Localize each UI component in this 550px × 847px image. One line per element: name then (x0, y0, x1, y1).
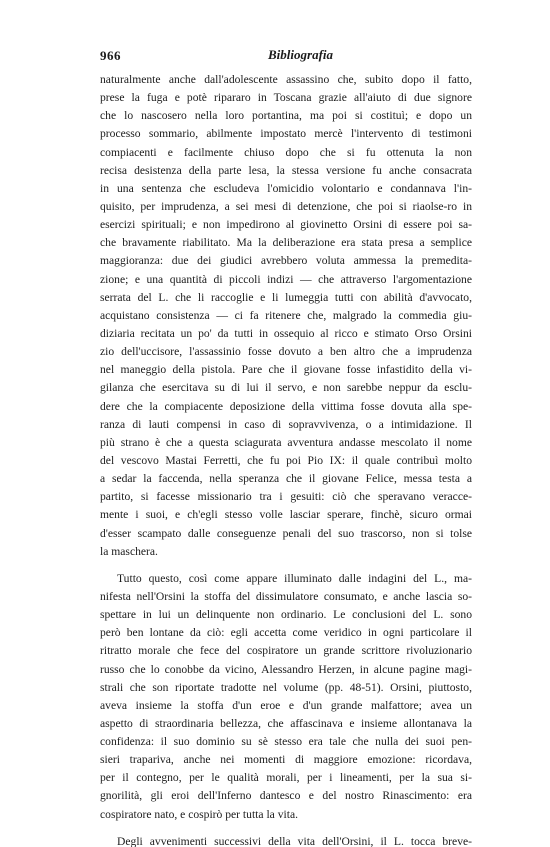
text-line: gnorilità, gli eroi dell'Inferno dantesco e del nostro Rinascimento: era (100, 789, 472, 803)
text-line: sieri trapariva, anche nei momenti di maggiore emozione: ricordava, (100, 753, 472, 767)
text-line: processo sommario, abilmente impostato mercè l'intervento di testimoni (100, 127, 472, 141)
text-line: aveva insieme la stoffa d'un eroe e d'un grande malfattore; avea un (100, 698, 472, 712)
page-number: 966 (100, 48, 121, 63)
text-line: russo che lo conobbe da vicino, Alessandro Herzen, in alcune pagine magi- (100, 662, 472, 676)
text-line: aspetto di straordinaria bellezza, che affascinava e insieme allontanava la (100, 716, 472, 730)
text-line: però ben lontane da ciò: egli accetta come veridico in ogni particolare il (100, 626, 472, 640)
text-line: spettare in lui un delinquente non ordinario. Le conclusioni del L. sono (100, 608, 472, 622)
text-line: confidenza: il suo dominio su sè stesso era tale che nulla dei suoi pen- (100, 735, 472, 749)
text-line: gilanza che esercitava su di lui il servo, e non sarebbe neppur da esclu- (100, 381, 472, 395)
text-line: Degli avvenimenti successivi della vita dell'Orsini, il L. tocca breve- (117, 834, 472, 847)
text-line: ranza di lauti compensi in caso di sopravvivenza, o a intimidazione. Il (100, 417, 472, 431)
text-line: diziaria recitata un po' da tutti in ossequio al ricco e stimato Orso Orsini (100, 326, 472, 340)
text-line: del vescovo Mastai Ferretti, che fu poi Pio IX: il quale contribuì molto (100, 453, 472, 467)
text-line: serrata del L. che li raccoglie e li lumeggia tutti con abilità d'avvocato, (100, 290, 472, 304)
text-line: maggioranza: due dei giudici avrebbero voluta ammessa la premedita- (100, 254, 472, 268)
text-line: in una sentenza che escludeva l'omicidio volontario e condannava l'in- (100, 181, 472, 195)
text-line: ritratto morale che fece del cospiratore un grande scrittore rivoluzionario (100, 644, 472, 658)
text-line: che bravamente riabilitato. Ma la deliberazione era stata presa a semplice (100, 236, 472, 250)
text-line: naturalmente anche dall'adolescente assassino che, subito dopo il fatto, (100, 73, 472, 86)
paragraph-3 (100, 833, 472, 847)
text-line: compiacenti e facilmente chiuso dopo che si fu ottenuta la non (100, 145, 472, 159)
text-line: partito, si facesse missionario tra i gesuiti: ciò che speravano veracce- (100, 490, 472, 504)
running-title: Bibliografia (268, 47, 334, 62)
text-line: cospiratore nato, e cospirò per tutta la vita. (100, 807, 298, 821)
text-line: la maschera. (100, 544, 158, 558)
text-line: quisito, per imprudenza, a sei mesi di detenzione, che poi si riaolse-ro in (100, 199, 472, 213)
text-line: a sedar la faccenda, nella speranza che il giovane Felice, messa testa a (100, 472, 472, 486)
page-header (100, 48, 470, 64)
text-line: prese la fuga e potè ripararo in Toscana grazie all'aiuto di due signore (100, 91, 472, 105)
text-line: per il contegno, per le qualità morali, per i lineamenti, per la sua si- (100, 771, 472, 785)
text-line: mente i suoi, e ch'egli stesso volle lasciar sperare, finchè, sicuro ormai (100, 508, 472, 522)
text-line: che lo nascosero nella loro portantina, ma poi si costituì; e dopo un (100, 109, 472, 123)
text-line: strali che son riportate tradotte nel volume (pp. 48-51). Orsini, piuttosto, (100, 680, 472, 694)
text-line: nifesta nell'Orsini la stoffa del dissimulatore consumato, e anche lascia so- (100, 589, 472, 603)
text-line: Tutto questo, così come appare illuminato dalle indagini del L., ma- (117, 571, 472, 585)
text-line: zio dell'uccisore, l'assassinio fosse dovuto a ben altro che a imprudenza (100, 345, 472, 359)
text-line: nel maneggio della pistola. Pare che il giovane fosse infastidito della vi- (100, 363, 472, 377)
text-line: acquistano consistenza — ci fa ritenere che, malgrado la commedia giu- (100, 308, 472, 322)
text-line: dere che la compiacente deposizione della vittima fosse dovuta alla spe- (100, 399, 472, 413)
text-line: d'esser scampato dalle conseguenze penali del suo trascorso, non si tolse (100, 526, 472, 540)
text-line: esercizi spirituali; e non impedirono al giovinetto Orsini di essere poi sa- (100, 218, 472, 232)
paragraph-2 (100, 570, 472, 824)
text-line: zione; e una quantità di piccoli indizi — che attraverso l'argomentazione (100, 272, 472, 286)
text-line: recisa desistenza della parte lesa, la stessa versione fu anche consacrata (100, 163, 472, 177)
paragraph-1 (100, 71, 472, 561)
text-line: più strano è che a questa sciagurata avventura andasse mescolato il nome (100, 435, 472, 449)
body-text (100, 71, 472, 847)
